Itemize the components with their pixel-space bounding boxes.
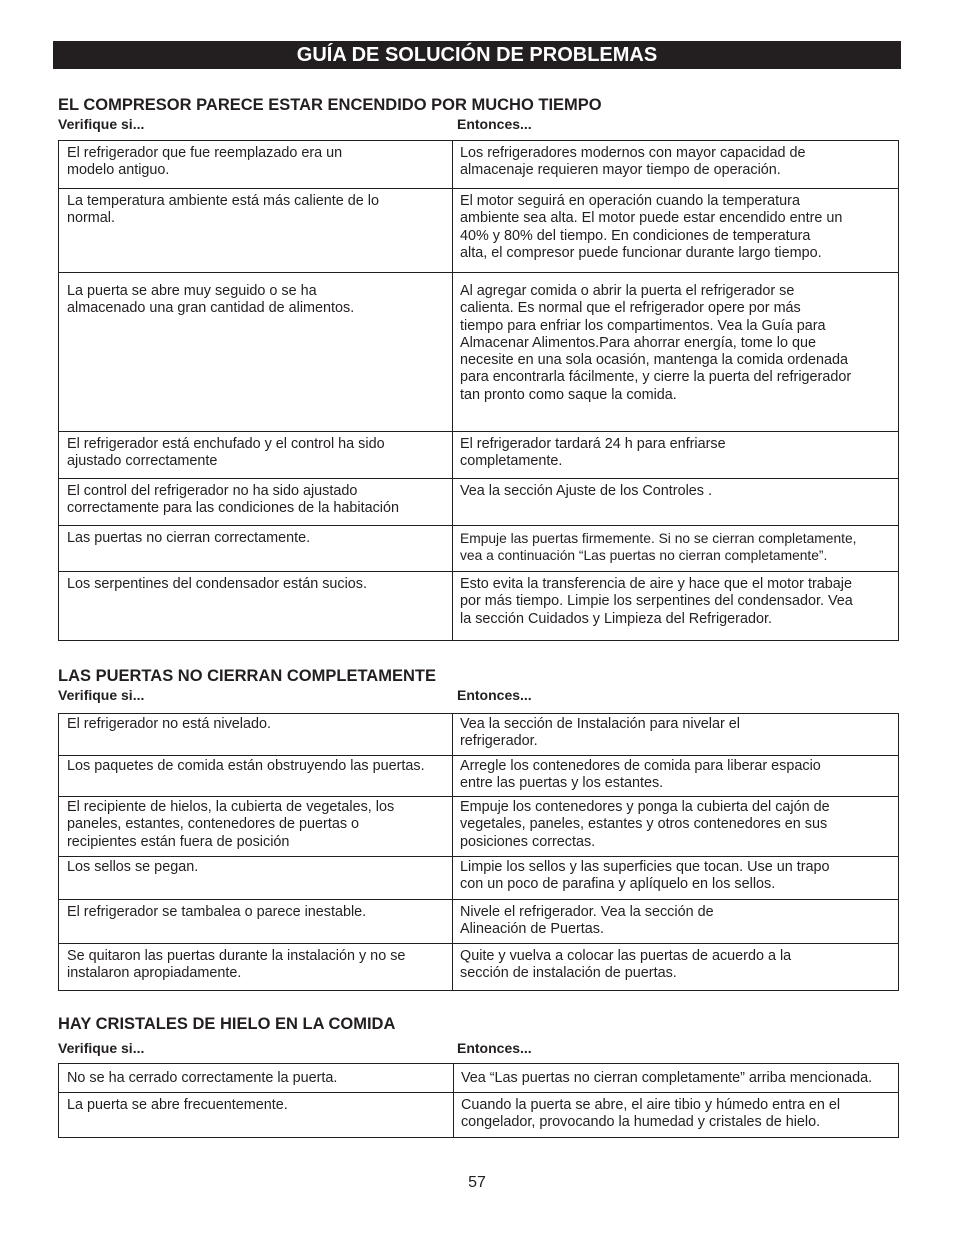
then-cell: Vea “Las puertas no cierran completamente” arriba mencionada. <box>453 1064 898 1093</box>
column-header-then: Entonces... <box>457 116 532 132</box>
check-cell: La temperatura ambiente está más caliente de lo normal. <box>59 189 453 273</box>
table-row <box>59 572 899 641</box>
column-headers <box>58 686 899 704</box>
column-header-check: Verifique si... <box>58 1040 145 1056</box>
then-cell: Esto evita la transferencia de aire y hace que el motor trabaje por más tiempo. Limpie los serpentines del condensador. Vea la sección Cuidados y Limpieza del Refrigerador. <box>453 572 899 641</box>
then-cell: Limpie los sellos y las superficies que tocan. Use un trapo con un poco de parafina y aplíquelo en los sellos. <box>453 857 899 900</box>
check-cell: El refrigerador que fue reemplazado era un modelo antiguo. <box>59 141 453 189</box>
column-headers <box>58 1039 899 1057</box>
check-cell: Los sellos se pegan. <box>59 857 453 900</box>
then-cell: Arregle los contenedores de comida para liberar espacio entre las puertas y los estantes. <box>453 755 899 797</box>
then-cell: Empuje las puertas firmemente. Si no se cierran completamente, vea a continuación “Las puertas no cierran completamente”. <box>453 526 899 572</box>
section-title: HAY CRISTALES DE HIELO EN LA COMIDA <box>58 1015 396 1033</box>
check-cell: Se quitaron las puertas durante la instalación y no se instalaron apropiadamente. <box>59 943 453 990</box>
page-title: GUÍA DE SOLUCIÓN DE PROBLEMAS <box>53 41 901 69</box>
check-cell: Los serpentines del condensador están sucios. <box>59 572 453 641</box>
check-cell: El refrigerador no está nivelado. <box>59 714 453 756</box>
troubleshooting-table <box>58 713 899 991</box>
then-cell: Vea la sección de Instalación para nivelar el refrigerador. <box>453 714 899 756</box>
table-row <box>59 479 899 526</box>
then-cell: El motor seguirá en operación cuando la temperatura ambiente sea alta. El motor puede estar encendido entre un 40% y 80% del tiempo. En condiciones de temperatura alta, el compresor puede funcionar durante largo tiempo. <box>453 189 899 273</box>
then-cell: Los refrigeradores modernos con mayor capacidad de almacenaje requieren mayor tiempo de operación. <box>453 141 899 189</box>
check-cell: La puerta se abre muy seguido o se ha almacenado una gran cantidad de alimentos. <box>59 273 453 432</box>
check-cell: El refrigerador está enchufado y el control ha sido ajustado correctamente <box>59 432 453 479</box>
then-cell: Vea la sección Ajuste de los Controles . <box>453 479 899 526</box>
column-headers <box>58 115 899 133</box>
column-header-check: Verifique si... <box>58 116 145 132</box>
section-doors <box>58 667 899 991</box>
check-cell: La puerta se abre frecuentemente. <box>59 1093 454 1138</box>
then-cell: Nivele el refrigerador. Vea la sección de Alineación de Puertas. <box>453 900 899 944</box>
table-row <box>59 273 899 432</box>
then-cell: Empuje los contenedores y ponga la cubierta del cajón de vegetales, paneles, estantes y otros contenedores en sus posiciones correctas. <box>453 797 899 857</box>
troubleshooting-table <box>58 1063 899 1138</box>
then-cell: Al agregar comida o abrir la puerta el refrigerador se calienta. Es normal que el refrigerador opere por más tiempo para enfriar los compartimentos. Vea la Guía para Almacenar Alimentos.Para ahorrar energía, tome lo que necesite en una sola ocasión, mantenga la comida ordenada para encontrarla fácilmente, y cierre la puerta del refrigerador tan pronto como saque la comida. <box>453 273 899 432</box>
table-row <box>59 714 899 756</box>
check-cell: El refrigerador se tambalea o parece inestable. <box>59 900 453 944</box>
column-header-then: Entonces... <box>457 687 532 703</box>
column-header-then: Entonces... <box>457 1040 532 1056</box>
table-row <box>59 943 899 990</box>
table-row <box>59 526 899 572</box>
table-row <box>59 432 899 479</box>
table-row <box>59 900 899 944</box>
then-cell: Cuando la puerta se abre, el aire tibio y húmedo entra en el congelador, provocando la humedad y cristales de hielo. <box>453 1093 898 1138</box>
check-cell: El recipiente de hielos, la cubierta de vegetales, los paneles, estantes, contenedores de puertas o recipientes están fuera de posición <box>59 797 453 857</box>
section-title: EL COMPRESOR PARECE ESTAR ENCENDIDO POR MUCHO TIEMPO <box>58 96 602 114</box>
check-cell: Las puertas no cierran correctamente. <box>59 526 453 572</box>
check-cell: No se ha cerrado correctamente la puerta. <box>59 1064 454 1093</box>
table-row <box>59 1093 899 1138</box>
column-header-check: Verifique si... <box>58 687 145 703</box>
page-number: 57 <box>468 1174 486 1191</box>
section-compressor <box>58 96 899 641</box>
check-cell: El control del refrigerador no ha sido ajustado correctamente para las condiciones de la habitación <box>59 479 453 526</box>
table-row <box>59 755 899 797</box>
table-row <box>59 857 899 900</box>
then-cell: El refrigerador tardará 24 h para enfriarse completamente. <box>453 432 899 479</box>
section-title: LAS PUERTAS NO CIERRAN COMPLETAMENTE <box>58 667 436 685</box>
section-ice-crystals <box>58 1015 899 1138</box>
table-row <box>59 1064 899 1093</box>
troubleshooting-table <box>58 140 899 641</box>
table-row <box>59 141 899 189</box>
then-cell: Quite y vuelva a colocar las puertas de acuerdo a la sección de instalación de puertas. <box>453 943 899 990</box>
table-row <box>59 797 899 857</box>
table-row <box>59 189 899 273</box>
check-cell: Los paquetes de comida están obstruyendo las puertas. <box>59 755 453 797</box>
